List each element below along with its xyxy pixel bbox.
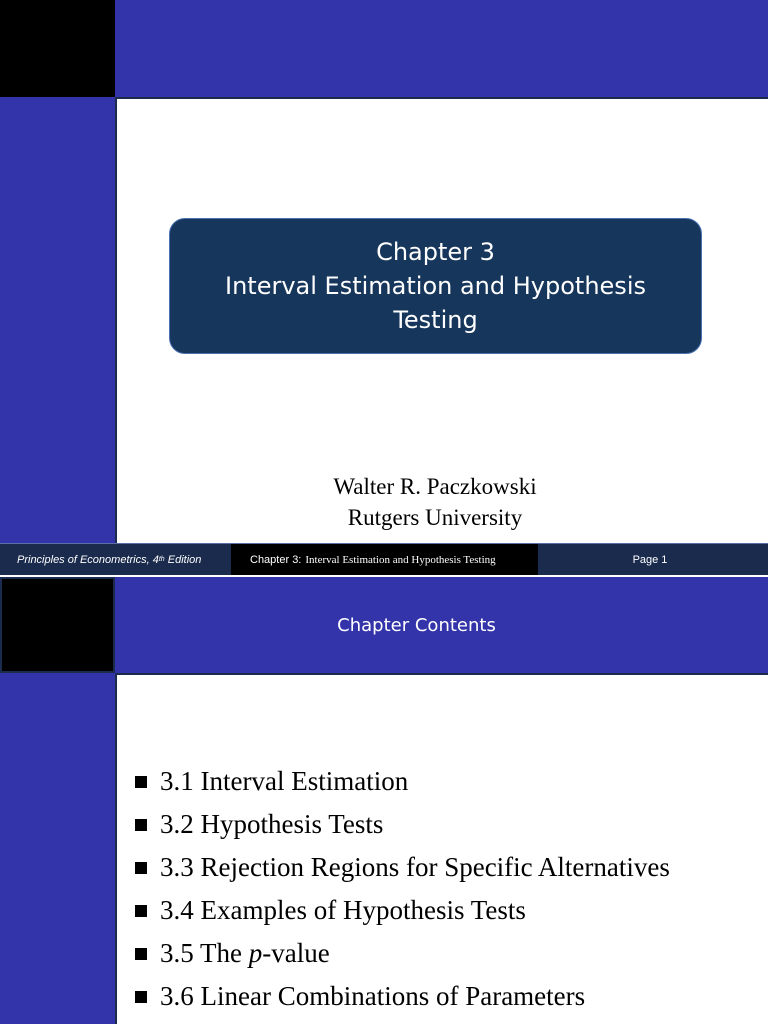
footer-chapter-label: Chapter 3: bbox=[250, 553, 302, 566]
left-bar bbox=[0, 673, 115, 1024]
square-bullet-icon bbox=[135, 905, 147, 917]
chapter-title-line: Interval Estimation and Hypothesis bbox=[225, 272, 646, 300]
author-name: Walter R. Paczkowski bbox=[333, 474, 537, 499]
contents-list bbox=[135, 760, 670, 1018]
footer-chapter-title: Interval Estimation and Hypothesis Testing bbox=[305, 553, 496, 566]
footer-chapter bbox=[231, 544, 538, 575]
square-bullet-icon bbox=[135, 776, 147, 788]
square-bullet-icon bbox=[135, 991, 147, 1003]
contents-item: 3.2 Hypothesis Tests bbox=[135, 803, 670, 846]
contents-item: 3.4 Examples of Hypothesis Tests bbox=[135, 889, 670, 932]
corner-block bbox=[0, 0, 115, 97]
left-bar bbox=[0, 97, 115, 543]
square-bullet-icon bbox=[135, 819, 147, 831]
corner-block bbox=[0, 577, 115, 673]
contents-item: 3.6 Linear Combinations of Parameters bbox=[135, 975, 670, 1018]
chapter-title-box bbox=[169, 218, 702, 354]
square-bullet-icon bbox=[135, 862, 147, 874]
chapter-number: Chapter 3 bbox=[376, 238, 495, 266]
contents-item: 3.5 The p-value bbox=[135, 932, 670, 975]
square-bullet-icon bbox=[135, 948, 147, 960]
footer-page-number: Page 1 bbox=[538, 544, 768, 575]
contents-item: 3.1 Interval Estimation bbox=[135, 760, 670, 803]
chapter-title-line: Testing bbox=[393, 306, 478, 334]
footer-book-title: Principles of Econometrics, 4 th Edition bbox=[0, 544, 231, 575]
contents-title: Chapter Contents bbox=[337, 614, 496, 636]
top-banner bbox=[115, 0, 768, 97]
contents-item: 3.3 Rejection Regions for Specific Alternatives bbox=[135, 846, 670, 889]
author-institution: Rutgers University bbox=[347, 505, 523, 530]
